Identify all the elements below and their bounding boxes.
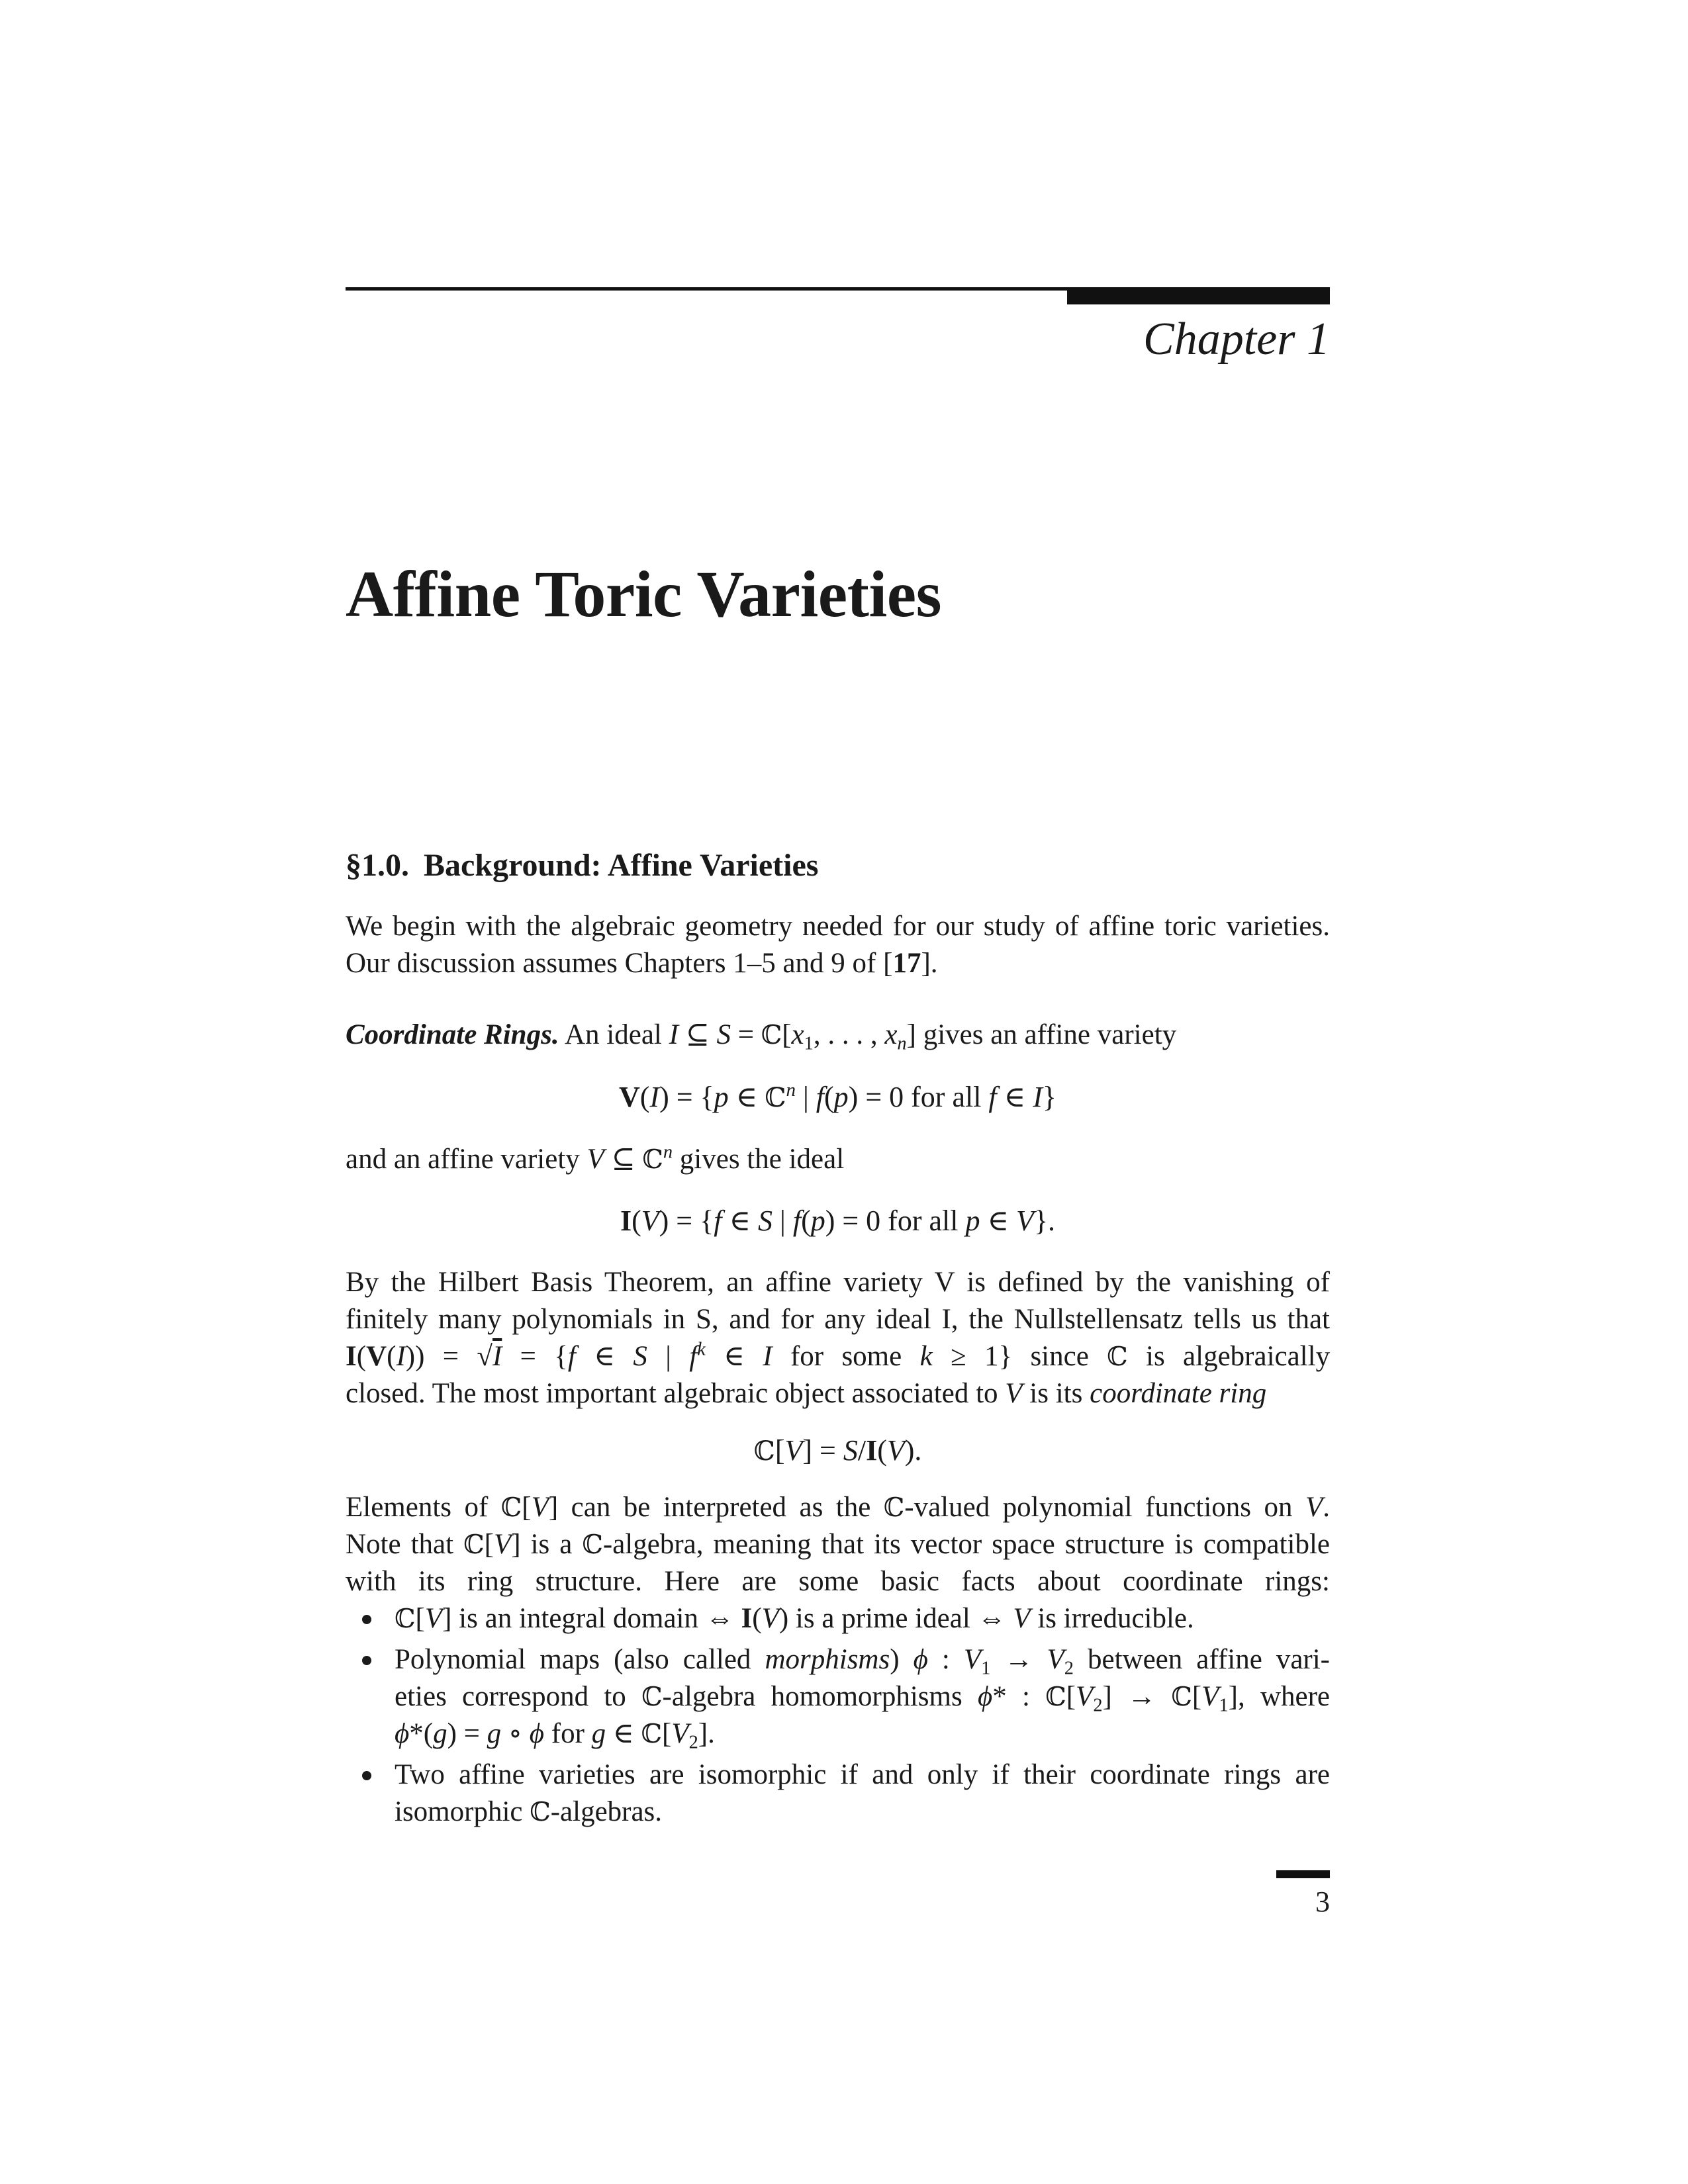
fact-3-line-1: Two affine varieties are isomorphic if and only if their coordinate rings are (395, 1759, 1330, 1790)
fact-2-line-3: ϕ*(g) = g ∘ ϕ for g ∈ $ℂ[V_2]$. (395, 1718, 715, 1753)
citation-ref: 17 (892, 948, 921, 979)
page-number: 3 (1315, 1886, 1330, 1918)
equation-variety-of-ideal: V(I) = {p ∈ ℂ$^n$ | f(p) = 0 for all f ∈ I} (618, 1079, 1057, 1113)
nullstellensatz-line: I(V(I)) = √I = {f ∈ S | $f^k$ ∈ I for some k ≥ 1} since ℂ is algebraically (346, 1339, 1330, 1372)
fact-1: ℂ[V] is an integral domain ⇔ I(V) is a prime ideal ⇔ V is irreducible. (395, 1603, 1194, 1634)
hilbert-line-1: By the Hilbert Basis Theorem, an affine variety V is defined by the vanishing of (346, 1267, 1330, 1298)
hilbert-line-2: finitely many polynomials in S, and for any ideal I, the Nullstellensatz tells us that (346, 1304, 1330, 1335)
section-heading (346, 847, 818, 884)
chapter-label: Chapter 1 (1143, 314, 1330, 365)
elements-line-2: Note that ℂ[V] is a ℂ-algebra, meaning that its vector space structure is compatible (346, 1529, 1330, 1560)
equation-ideal-of-variety: I(V) = {f ∈ S | f(p) = 0 for all p ∈ V}. (620, 1205, 1056, 1237)
bullet-1 (362, 1615, 371, 1624)
equation-coordinate-ring: ℂ[V] = S/I(V). (753, 1434, 922, 1467)
section-number: §1.0. (346, 848, 409, 883)
header-rule-thin (346, 287, 1068, 291)
elements-line-1: Elements of ℂ[V] can be interpreted as the ℂ-valued polynomial functions on V. (346, 1492, 1330, 1523)
hilbert-line-4: closed. The most important algebraic object associated to V is its coordinate ring (346, 1378, 1267, 1409)
bullet-3 (362, 1771, 371, 1780)
intro-line-2: Our discussion assumes Chapters 1–5 and 9 of [17]. (346, 948, 938, 979)
fact-3-line-2: isomorphic ℂ-algebras. (395, 1796, 663, 1827)
chapter-title: Affine Toric Varieties (346, 557, 942, 631)
bullet-2 (362, 1656, 371, 1665)
fact-2-line-2: eties correspond to ℂ-algebra homomorphisms ϕ* : $ℂ[V_2]$ → $ℂ[V_1]$, where (395, 1681, 1330, 1715)
variety-gives-ideal-line: and an affine variety V ⊆ ℂ$^n$ gives the ideal (346, 1142, 845, 1175)
header-rule-thick (1067, 287, 1330, 304)
section-title: Background: Affine Varieties (424, 848, 819, 883)
run-in-title: Coordinate Rings. (346, 1019, 559, 1050)
page-number-rule (1276, 1870, 1330, 1878)
elements-line-3: with its ring structure. Here are some basic facts about coordinate rings: (346, 1566, 1330, 1597)
term-coordinate-ring: coordinate ring (1090, 1378, 1267, 1409)
term-morphisms: morphisms (765, 1644, 890, 1675)
coordinate-rings-first-line: Coordinate Rings. An ideal I ⊆ $S = ℂ[x_1$, . . . , $x_n$] gives an affine variety (346, 1019, 1177, 1054)
intro-line-1: We begin with the algebraic geometry needed for our study of affine toric varieties. (346, 911, 1330, 942)
fact-2-line-1: Polynomial maps (also called morphisms) ϕ : $V_1 \to V_2$ between affine vari- (395, 1644, 1330, 1678)
